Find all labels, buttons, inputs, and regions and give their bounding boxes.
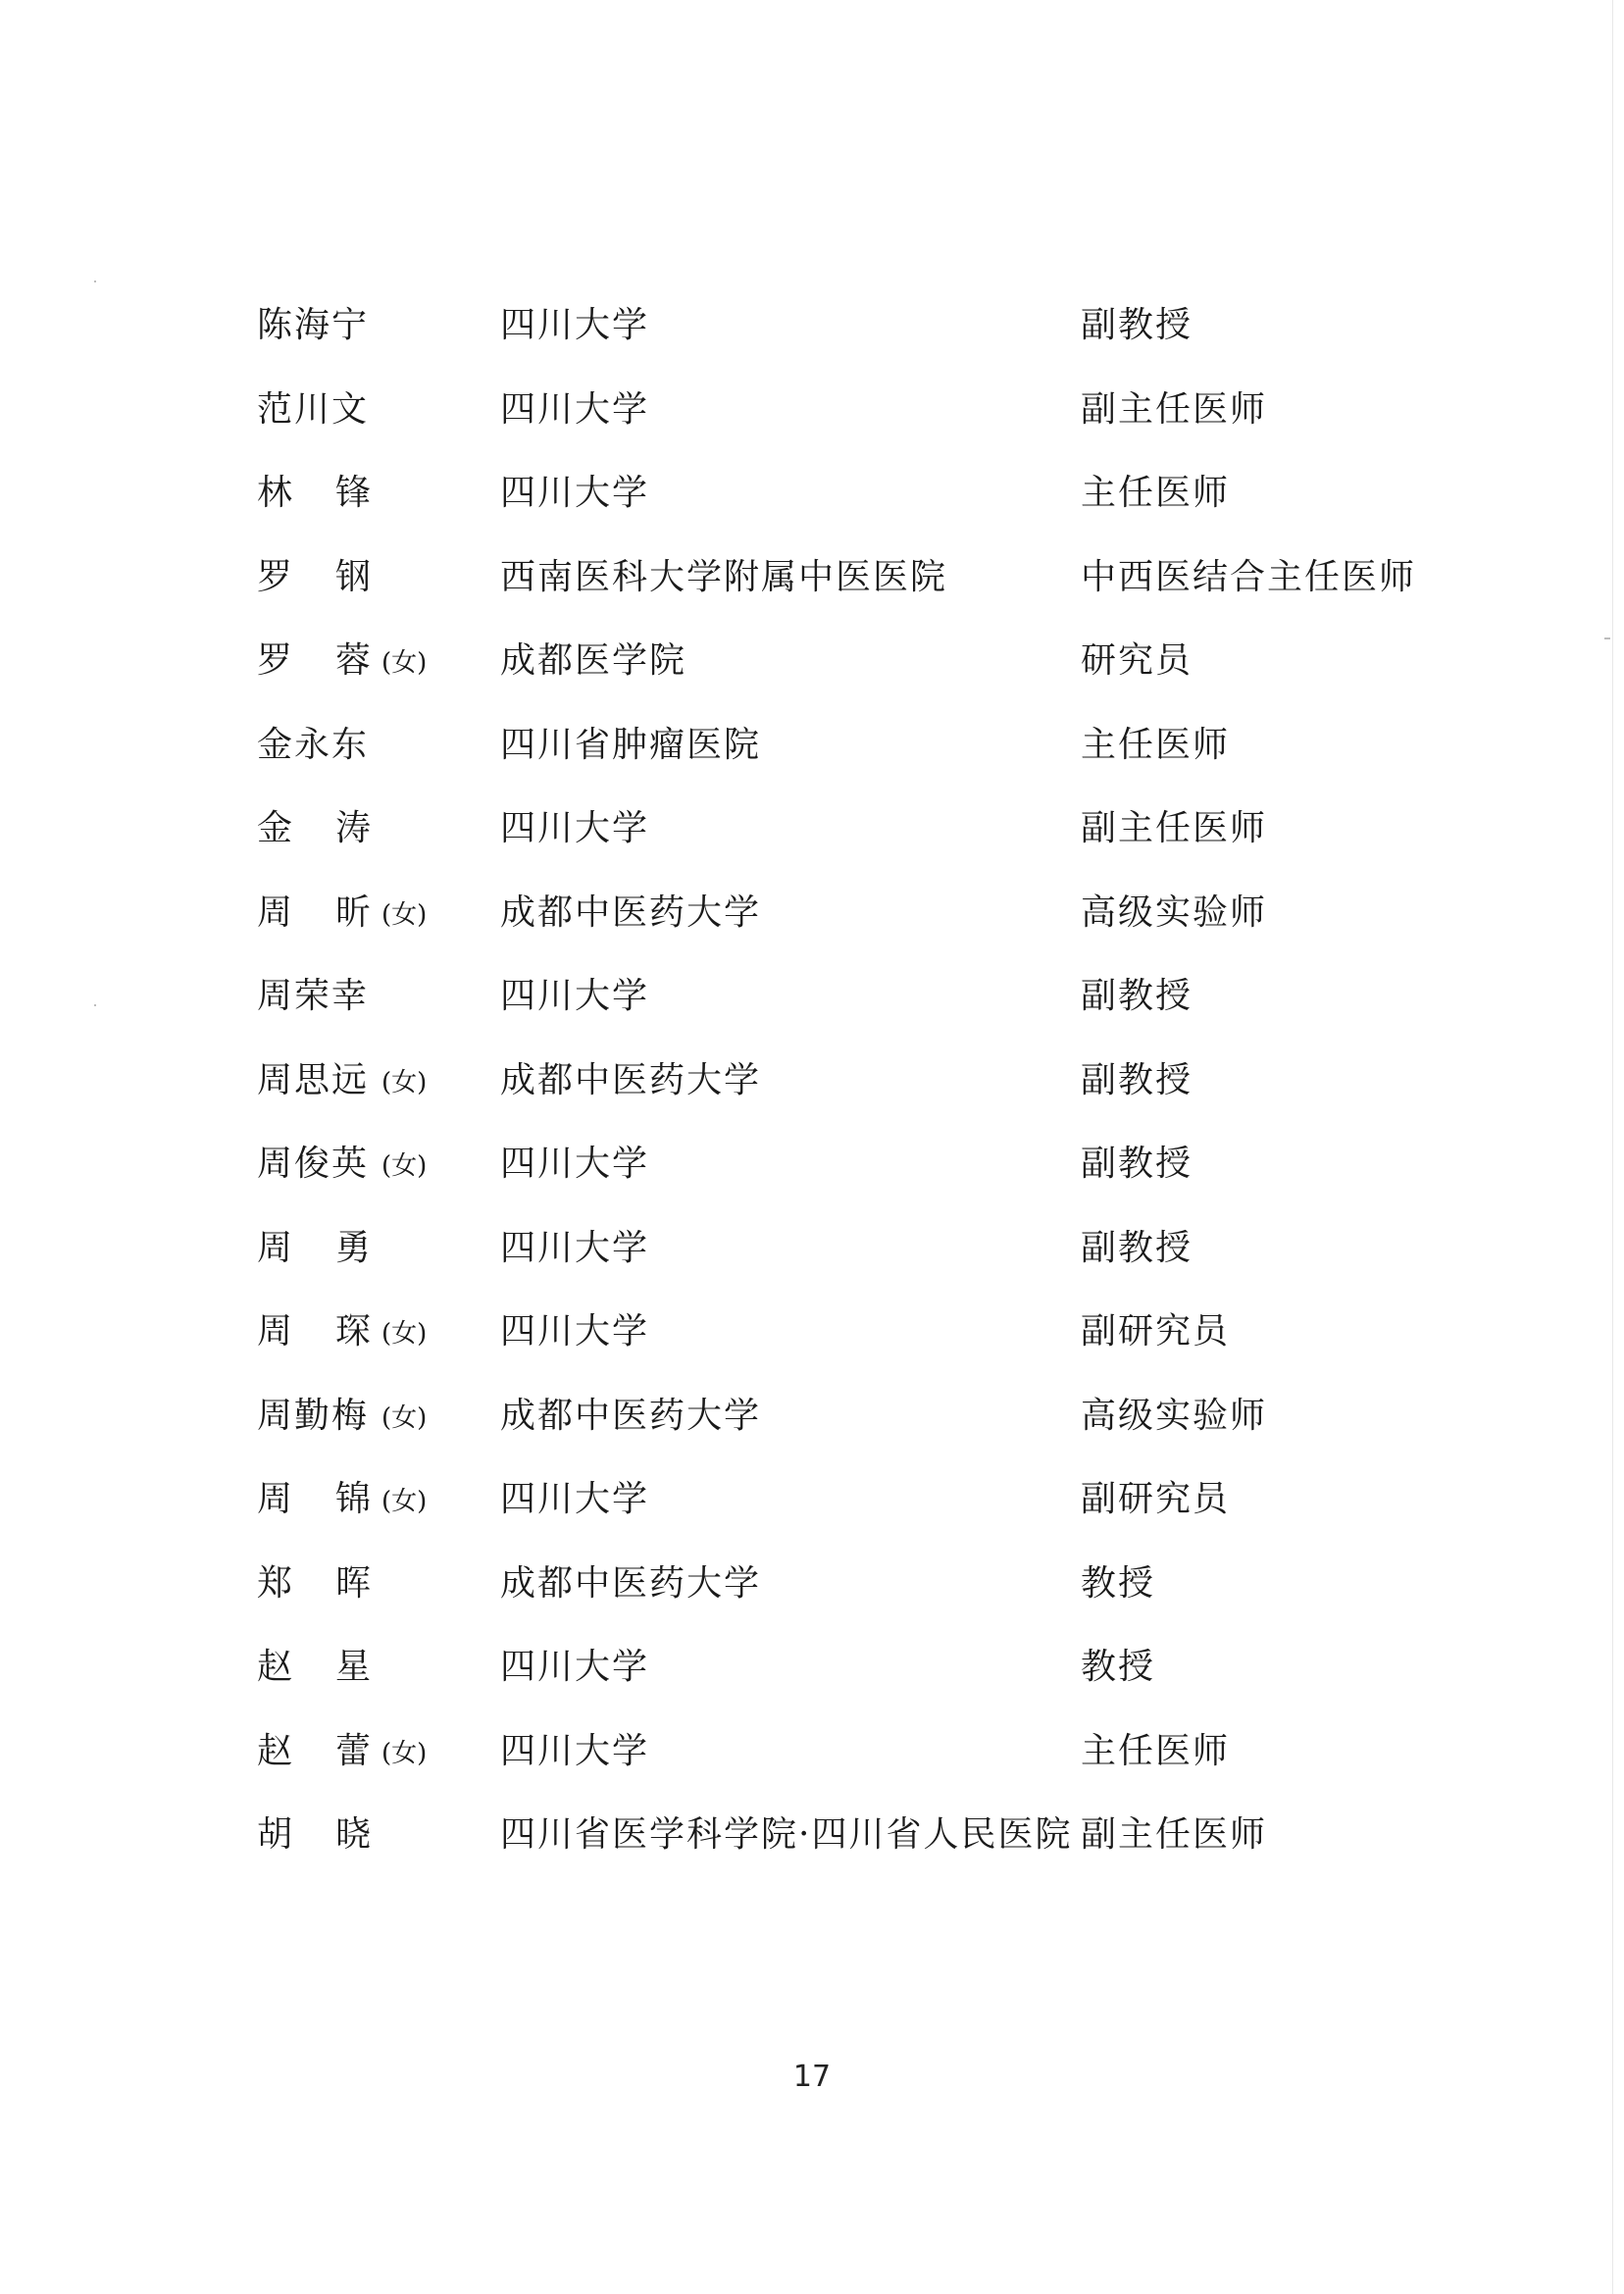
person-name <box>257 965 492 1028</box>
full-name: 周俊英 <box>257 1144 370 1184</box>
organization: 四川大学 <box>500 305 650 345</box>
roster-row <box>257 1553 1434 1637</box>
roster-row <box>257 1300 1434 1385</box>
job-title: 教授 <box>1081 1647 1156 1687</box>
surname: 周 <box>257 1227 293 1268</box>
given-name: 琛 <box>335 1311 374 1351</box>
roster-row <box>257 546 1434 631</box>
person-name <box>257 1553 492 1615</box>
organization: 四川大学 <box>500 808 650 848</box>
given-name: 锋 <box>335 473 374 513</box>
full-name: 周勤梅 <box>257 1395 370 1436</box>
person-name <box>257 1300 492 1363</box>
full-name: 周思远 <box>257 1059 370 1100</box>
given-name: 锦 <box>335 1479 374 1519</box>
personnel-roster <box>257 294 1434 1888</box>
surname: 赵 <box>257 1730 293 1771</box>
roster-row <box>257 1636 1434 1720</box>
person-name <box>257 1636 492 1699</box>
job-title: 副教授 <box>1081 976 1193 1016</box>
roster-row <box>257 630 1434 714</box>
roster-row <box>257 797 1434 882</box>
organization: 四川大学 <box>500 976 650 1016</box>
person-name <box>257 1049 492 1112</box>
female-tag: (女) <box>381 899 428 930</box>
given-name: 昕 <box>335 892 374 933</box>
roster-row <box>257 294 1434 379</box>
job-title: 高级实验师 <box>1081 1395 1268 1436</box>
full-name: 金永东 <box>257 724 370 765</box>
female-tag: (女) <box>381 1319 428 1349</box>
given-name: 晖 <box>335 1562 374 1604</box>
job-title: 副主任医师 <box>1081 388 1268 430</box>
job-title: 副教授 <box>1081 1227 1193 1268</box>
person-name <box>257 1804 492 1866</box>
person-name <box>257 1385 492 1448</box>
job-title: 副主任医师 <box>1081 1814 1268 1855</box>
job-title: 主任医师 <box>1081 473 1231 513</box>
surname: 周 <box>257 892 293 933</box>
person-name <box>257 294 492 357</box>
surname: 林 <box>257 473 293 513</box>
female-tag: (女) <box>381 648 428 678</box>
female-tag: (女) <box>381 1738 428 1768</box>
surname: 周 <box>257 1311 293 1351</box>
organization: 四川大学 <box>500 1144 650 1184</box>
job-title: 副研究员 <box>1081 1479 1231 1519</box>
full-name: 陈海宁 <box>257 305 370 345</box>
person-name <box>257 1468 492 1531</box>
roster-row <box>257 1133 1434 1217</box>
organization: 四川大学 <box>500 1730 650 1771</box>
roster-row <box>257 462 1434 546</box>
person-name <box>257 714 492 777</box>
organization: 四川大学 <box>500 388 650 430</box>
organization: 成都医学院 <box>500 640 687 681</box>
job-title: 教授 <box>1081 1562 1156 1604</box>
organization: 四川大学 <box>500 1647 650 1687</box>
surname: 周 <box>257 1479 293 1519</box>
organization: 四川大学 <box>500 1227 650 1268</box>
job-title: 副教授 <box>1081 305 1193 345</box>
given-name: 蓉 <box>335 640 374 681</box>
person-name <box>257 1720 492 1783</box>
person-name <box>257 882 492 944</box>
female-tag: (女) <box>381 1151 428 1181</box>
person-name <box>257 379 492 441</box>
roster-row <box>257 1804 1434 1888</box>
female-tag: (女) <box>381 1402 428 1433</box>
person-name <box>257 462 492 525</box>
organization: 四川省医学科学院·四川省人民医院 <box>500 1814 1073 1855</box>
job-title: 副研究员 <box>1081 1311 1231 1351</box>
given-name: 星 <box>335 1647 374 1687</box>
surname: 胡 <box>257 1814 293 1855</box>
person-name <box>257 546 492 609</box>
scan-edge-mark <box>94 280 96 282</box>
given-name: 蕾 <box>335 1730 374 1771</box>
female-tag: (女) <box>381 1487 428 1516</box>
person-name <box>257 797 492 860</box>
roster-row <box>257 1720 1434 1805</box>
organization: 成都中医药大学 <box>500 1395 762 1436</box>
surname: 赵 <box>257 1647 293 1687</box>
job-title: 副教授 <box>1081 1144 1193 1184</box>
page-number: 17 <box>792 2060 832 2094</box>
job-title: 主任医师 <box>1081 1730 1231 1771</box>
female-tag: (女) <box>381 1067 428 1097</box>
surname: 罗 <box>257 556 293 597</box>
organization: 成都中医药大学 <box>500 1059 762 1100</box>
organization: 四川大学 <box>500 473 650 513</box>
given-name: 勇 <box>335 1227 374 1268</box>
organization: 四川省肿瘤医院 <box>500 724 762 765</box>
roster-row <box>257 1385 1434 1469</box>
organization: 四川大学 <box>500 1479 650 1519</box>
job-title: 副主任医师 <box>1081 808 1268 848</box>
job-title: 研究员 <box>1081 640 1193 681</box>
full-name: 范川文 <box>257 388 370 430</box>
job-title: 中西医结合主任医师 <box>1081 556 1417 597</box>
job-title: 高级实验师 <box>1081 892 1268 933</box>
roster-row <box>257 882 1434 966</box>
scan-edge-mark <box>1612 0 1613 2294</box>
roster-row <box>257 714 1434 798</box>
job-title: 副教授 <box>1081 1059 1193 1100</box>
full-name: 周荣幸 <box>257 976 370 1016</box>
scan-edge-mark <box>1604 637 1610 639</box>
organization: 成都中医药大学 <box>500 892 762 933</box>
person-name <box>257 1217 492 1280</box>
scan-edge-mark <box>94 1004 96 1006</box>
person-name <box>257 630 492 692</box>
roster-row <box>257 1049 1434 1134</box>
organization: 四川大学 <box>500 1311 650 1351</box>
organization: 西南医科大学附属中医医院 <box>500 556 948 597</box>
surname: 郑 <box>257 1562 293 1604</box>
job-title: 主任医师 <box>1081 724 1231 765</box>
person-name <box>257 1133 492 1196</box>
organization: 成都中医药大学 <box>500 1562 762 1604</box>
given-name: 钢 <box>335 556 374 597</box>
surname: 罗 <box>257 640 293 681</box>
given-name: 晓 <box>335 1814 374 1855</box>
roster-row <box>257 379 1434 463</box>
roster-row <box>257 1468 1434 1553</box>
surname: 金 <box>257 808 293 848</box>
roster-row <box>257 965 1434 1049</box>
roster-row <box>257 1217 1434 1301</box>
given-name: 涛 <box>335 808 374 848</box>
